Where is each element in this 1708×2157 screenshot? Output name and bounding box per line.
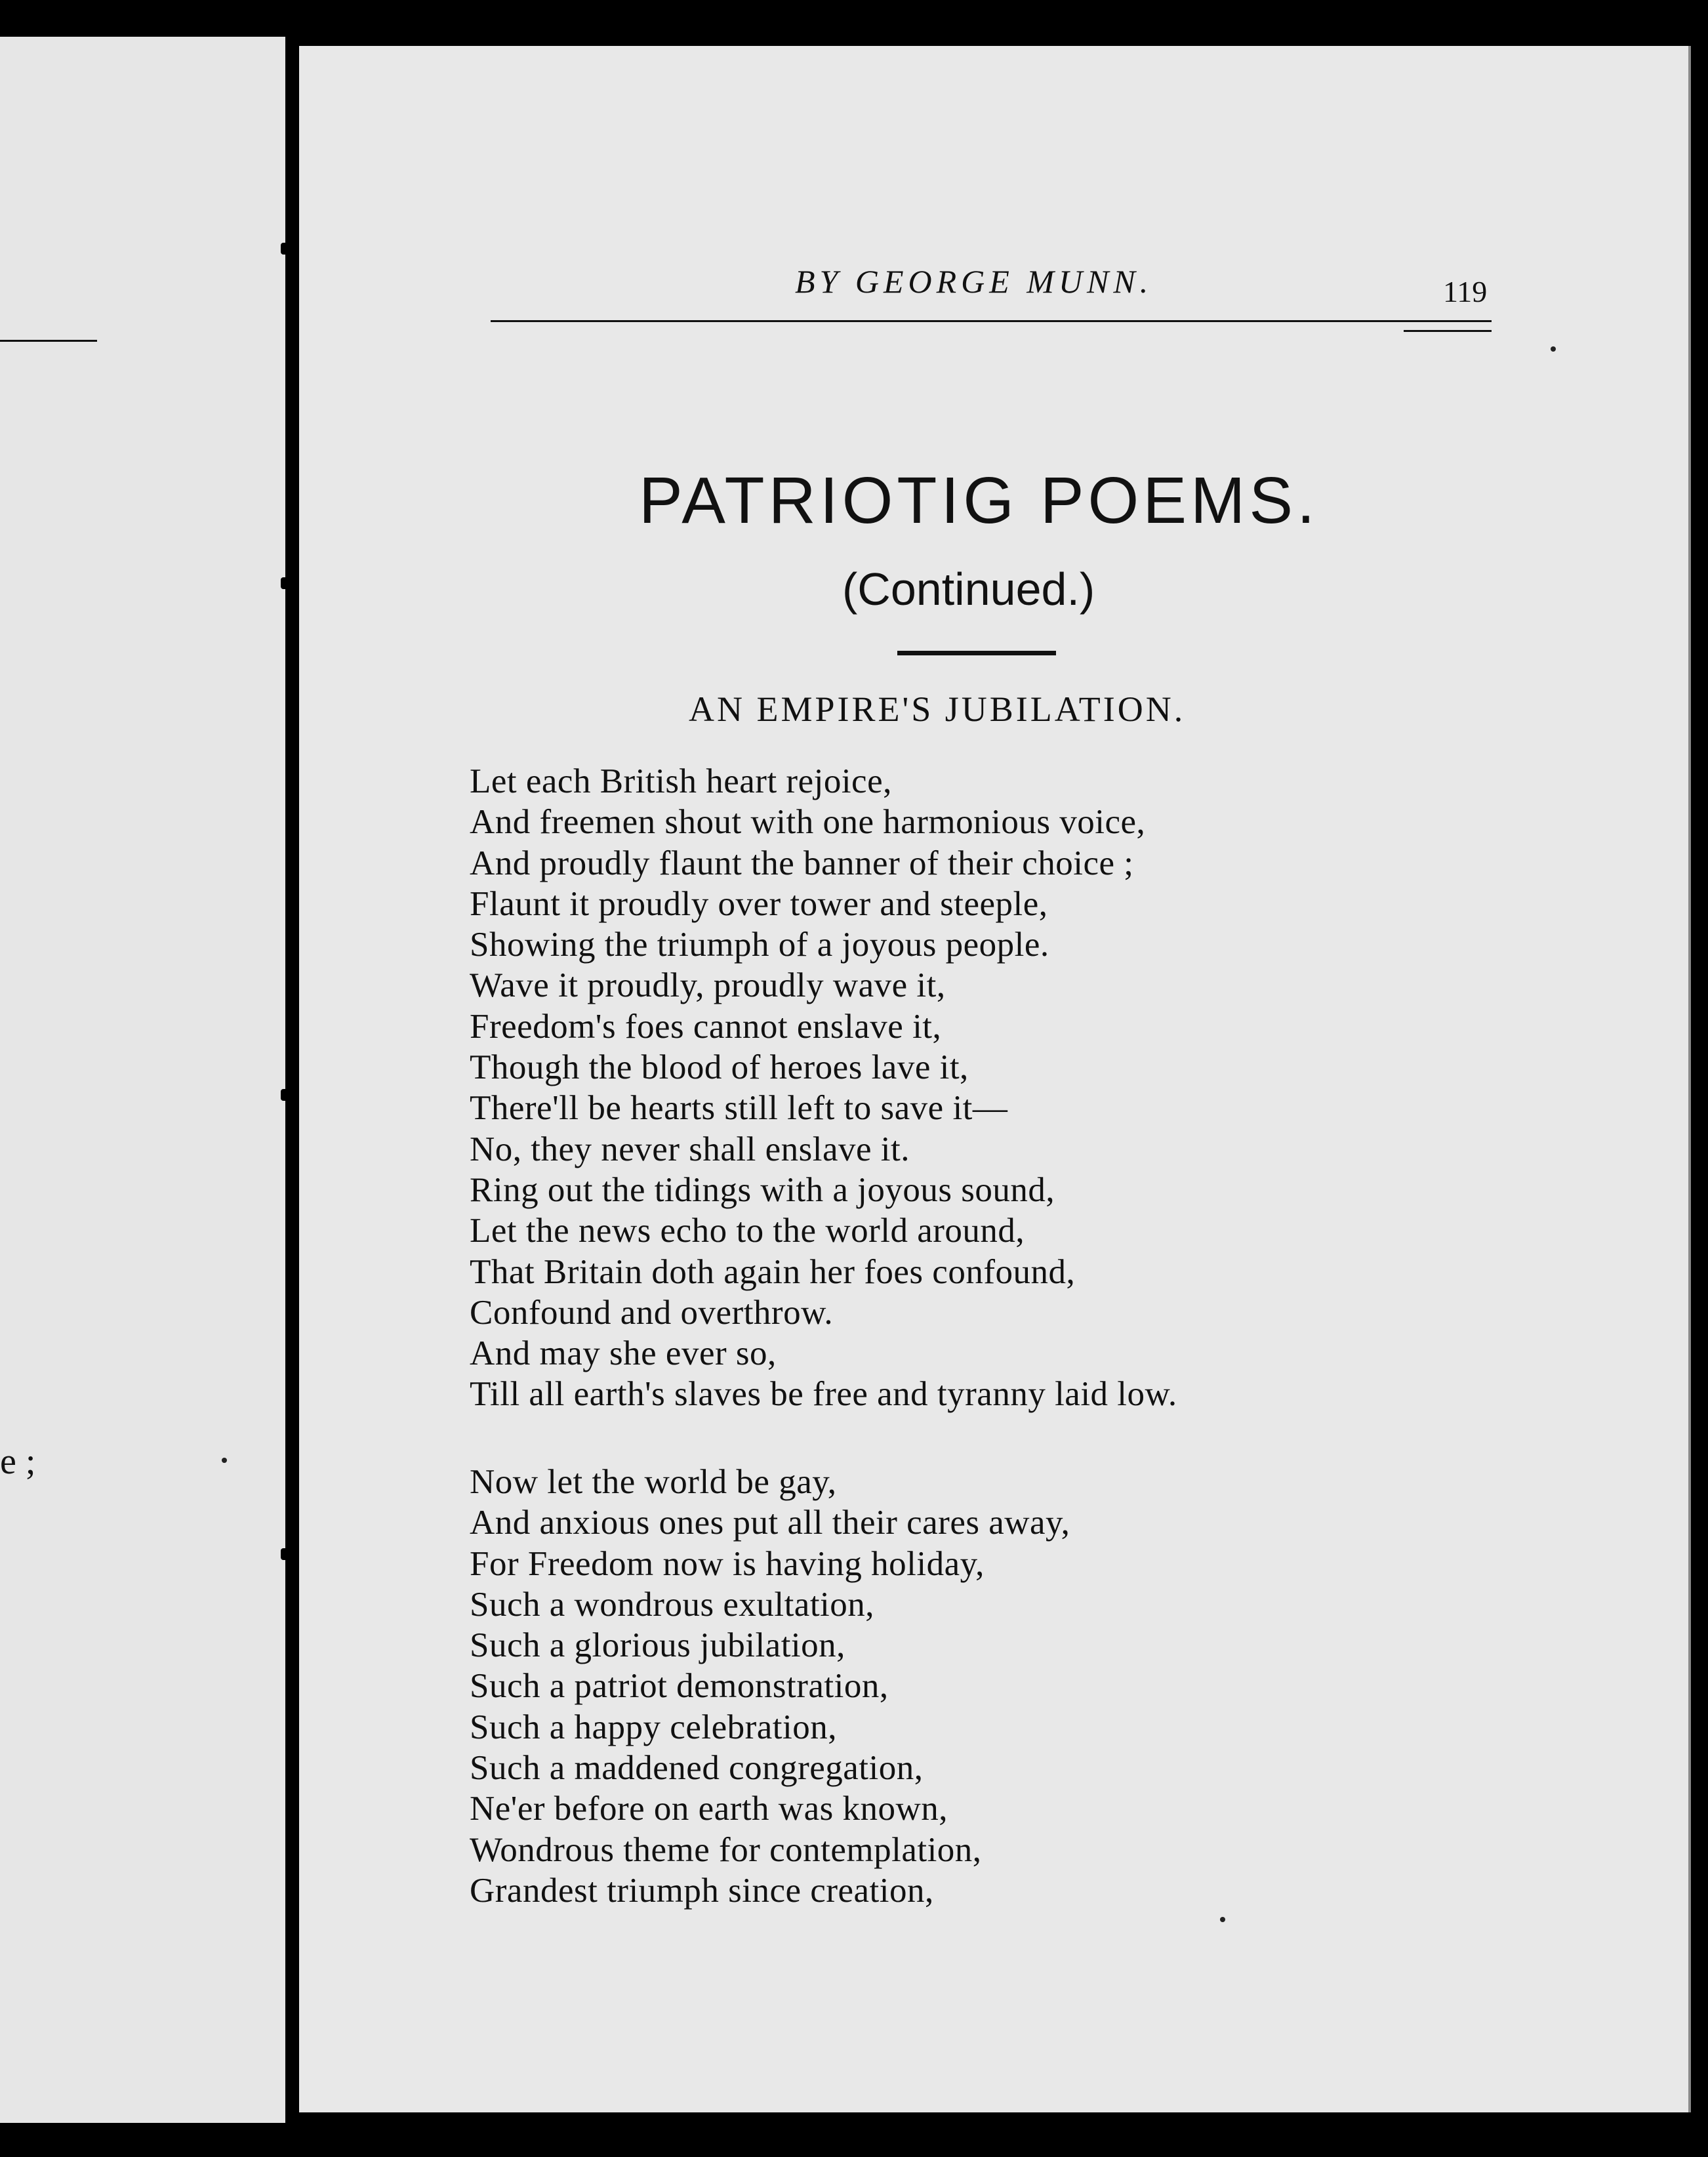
poem-line: For Freedom now is having holiday, <box>470 1544 985 1583</box>
left-facing-page <box>0 37 285 2123</box>
poem-line: Such a wondrous exultation, <box>470 1585 875 1624</box>
poem-line: Though the blood of heroes lave it, <box>470 1048 969 1087</box>
poem-title: AN EMPIRE'S JUBILATION. <box>689 689 1186 729</box>
poem-line: Till all earth's slaves be free and tyranny laid low. <box>470 1375 1177 1414</box>
poem-line: That Britain doth again her foes confound, <box>470 1252 1076 1291</box>
poem-line: And anxious ones put all their cares away, <box>470 1504 1070 1542</box>
poem-stanza-1 <box>470 761 1388 1415</box>
binding-gutter <box>285 0 299 2157</box>
poem-line: There'll be hearts still left to save it— <box>470 1089 1008 1128</box>
header-rule-segment <box>1404 330 1492 332</box>
poem-line: And proudly flaunt the banner of their choice ; <box>470 844 1134 882</box>
poem-line: Such a maddened congregation, <box>470 1749 924 1788</box>
poem-line: Showing the triumph of a joyous people. <box>470 926 1049 964</box>
poem-line: Such a patriot demonstration, <box>470 1667 889 1706</box>
poem-line: No, they never shall enslave it. <box>470 1130 910 1168</box>
scan-speck <box>222 1458 227 1463</box>
running-head: BY GEORGE MUNN. <box>795 263 1153 300</box>
binding-notch <box>281 1089 293 1101</box>
poem-line: Let the news echo to the world around, <box>470 1212 1025 1250</box>
poem-stanza-2 <box>470 1462 1388 1911</box>
poem-line: Ne'er before on earth was known, <box>470 1790 948 1828</box>
poem-line: And freemen shout with one harmonious voice, <box>470 803 1146 842</box>
binding-notch <box>281 1548 293 1560</box>
poem-line: Flaunt it proudly over tower and steeple, <box>470 884 1048 923</box>
page-edge <box>1688 46 1691 2112</box>
poem-line: Wondrous theme for contemplation, <box>470 1830 982 1869</box>
title-rule <box>897 651 1056 655</box>
left-page-text-fragment: e ; <box>0 1441 36 1482</box>
poem-line: Let each British heart rejoice, <box>470 762 892 800</box>
scan-speck <box>1551 346 1556 352</box>
section-title: PATRIOTIG POEMS. <box>639 464 1319 537</box>
poem-line: Ring out the tidings with a joyous sound, <box>470 1170 1055 1209</box>
poem-line: Such a glorious jubilation, <box>470 1626 845 1665</box>
poem-line: Wave it proudly, proudly wave it, <box>470 966 946 1005</box>
scan-speck <box>1220 1917 1225 1922</box>
poem-line: Grandest triumph since creation, <box>470 1871 934 1910</box>
section-subtitle: (Continued.) <box>842 564 1095 615</box>
binding-notch <box>281 243 293 255</box>
poem-line: Now let the world be gay, <box>470 1463 837 1501</box>
page-number: 119 <box>1443 275 1488 308</box>
poem-line: Such a happy celebration, <box>470 1708 837 1746</box>
binding-notch <box>281 577 293 589</box>
poem-line: Freedom's foes cannot enslave it, <box>470 1007 942 1046</box>
poem-line: Confound and overthrow. <box>470 1293 834 1332</box>
poem-line: And may she ever so, <box>470 1334 777 1373</box>
left-page-rule <box>0 340 97 342</box>
header-rule <box>491 320 1492 322</box>
